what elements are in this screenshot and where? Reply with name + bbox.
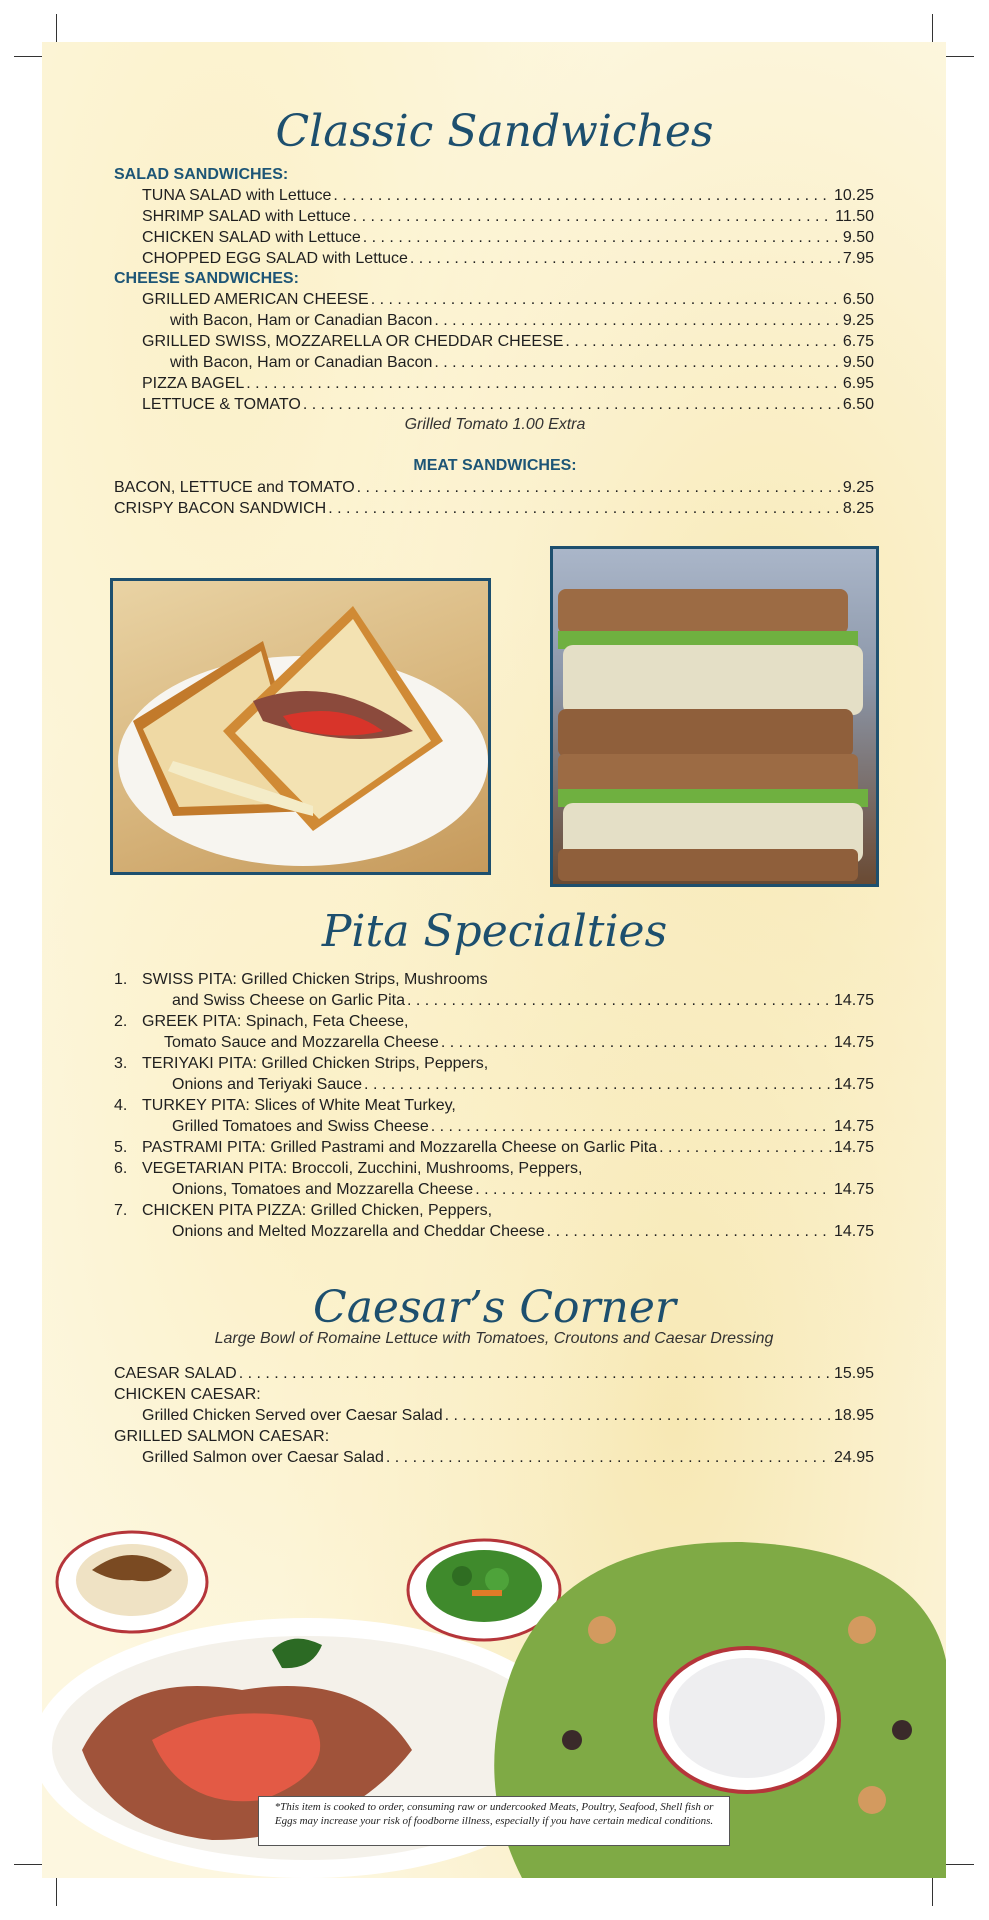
pita-item-line1: 3. TERIYAKI PITA: Grilled Chicken Strips, Peppers,: [114, 1055, 489, 1072]
grilled-tomato-note: Grilled Tomato 1.00 Extra: [404, 416, 586, 433]
chicken-salad-sandwich-image: [553, 549, 876, 884]
pita-item-line1: 7. CHICKEN PITA PIZZA: Grilled Chicken, Peppers,: [114, 1202, 493, 1219]
menu-item: Grilled Chicken Served over Caesar Salad . . . 18.95: [142, 1406, 874, 1426]
pita-item: 5. PASTRAMI PITA: Grilled Pastrami and Mozzarella Cheese on Garlic Pita . . . 14.75: [114, 1138, 874, 1158]
caesar-subtitle: Large Bowl of Romaine Lettuce with Tomatoes, Croutons and Caesar Dressing: [214, 1330, 774, 1347]
pita-item: Grilled Tomatoes and Swiss Cheese . . . 14.75: [172, 1117, 874, 1137]
pita-item-line1: 2. GREEK PITA: Spinach, Feta Cheese,: [114, 1013, 409, 1030]
menu-item: PIZZA BAGEL . . . 6.95: [142, 374, 874, 394]
pita-item: Onions and Melted Mozzarella and Cheddar Cheese . . . 14.75: [172, 1222, 874, 1242]
menu-item: with Bacon, Ham or Canadian Bacon . . . 9.25: [170, 311, 874, 331]
menu-item: CHOPPED EGG SALAD with Lettuce . . . 7.95: [142, 249, 874, 269]
chicken-caesar-heading: CHICKEN CAESAR:: [114, 1386, 261, 1403]
crop-mark: [932, 1878, 933, 1906]
menu-item: BACON, LETTUCE and TOMATO . . . 9.25: [114, 478, 874, 498]
pita-item: Onions and Teriyaki Sauce . . . 14.75: [172, 1075, 874, 1095]
crop-mark: [946, 1864, 974, 1865]
salad-sandwiches-heading: SALAD SANDWICHES:: [114, 166, 289, 183]
menu-item: TUNA SALAD with Lettuce . . . 10.25: [142, 186, 874, 206]
menu-item: CHICKEN SALAD with Lettuce . . . 9.50: [142, 228, 874, 248]
cheese-sandwiches-heading: CHEESE SANDWICHES:: [114, 270, 299, 287]
menu-item: CAESAR SALAD . . . 15.95: [114, 1364, 874, 1384]
crop-mark: [946, 56, 974, 57]
pita-item: Tomato Sauce and Mozzarella Cheese . . . 14.75: [164, 1033, 874, 1053]
classic-sandwiches-title: Classic Sandwiches: [275, 106, 714, 157]
crop-mark: [56, 14, 57, 42]
crop-mark: [14, 1864, 42, 1865]
pita-item: Onions, Tomatoes and Mozzarella Cheese . . . 14.75: [172, 1180, 874, 1200]
crop-mark: [14, 56, 42, 57]
salmon-caesar-heading: GRILLED SALMON CAESAR:: [114, 1428, 330, 1445]
menu-item: Grilled Salmon over Caesar Salad . . . 24.95: [142, 1448, 874, 1468]
menu-item: CRISPY BACON SANDWICH . . . 8.25: [114, 499, 874, 519]
pita-item-line1: 4. TURKEY PITA: Slices of White Meat Turkey,: [114, 1097, 456, 1114]
grilled-sandwich-photo: [110, 578, 491, 875]
crop-mark: [932, 14, 933, 42]
menu-item: GRILLED SWISS, MOZZARELLA OR CHEDDAR CHEESE . . . 6.75: [142, 332, 874, 352]
menu-item: with Bacon, Ham or Canadian Bacon . . . 9.50: [170, 353, 874, 373]
chicken-salad-sandwich-photo: [550, 546, 879, 887]
pita-item-line1: 1. SWISS PITA: Grilled Chicken Strips, Mushrooms: [114, 971, 488, 988]
meat-sandwiches-heading: MEAT SANDWICHES:: [413, 457, 577, 474]
food-safety-disclaimer: *This item is cooked to order, consuming raw or undercooked Meats, Poultry, Seafood, Shell fish or Eggs may increase your risk of foodborne illness, especially if you have certain medical conditions.: [258, 1796, 730, 1846]
pita-specialties-title: Pita Specialties: [321, 906, 668, 957]
menu-item: SHRIMP SALAD with Lettuce . . . 11.50: [142, 207, 874, 227]
pita-item: and Swiss Cheese on Garlic Pita . . . 14.75: [172, 991, 874, 1011]
menu-item: GRILLED AMERICAN CHEESE . . . 6.50: [142, 290, 874, 310]
grilled-sandwich-image: [113, 581, 488, 872]
caesars-corner-title: Caesar’s Corner: [313, 1282, 676, 1333]
pita-item-line1: 6. VEGETARIAN PITA: Broccoli, Zucchini, Mushrooms, Peppers,: [114, 1160, 583, 1177]
crop-mark: [56, 1878, 57, 1906]
menu-item: LETTUCE & TOMATO . . . 6.50: [142, 395, 874, 415]
